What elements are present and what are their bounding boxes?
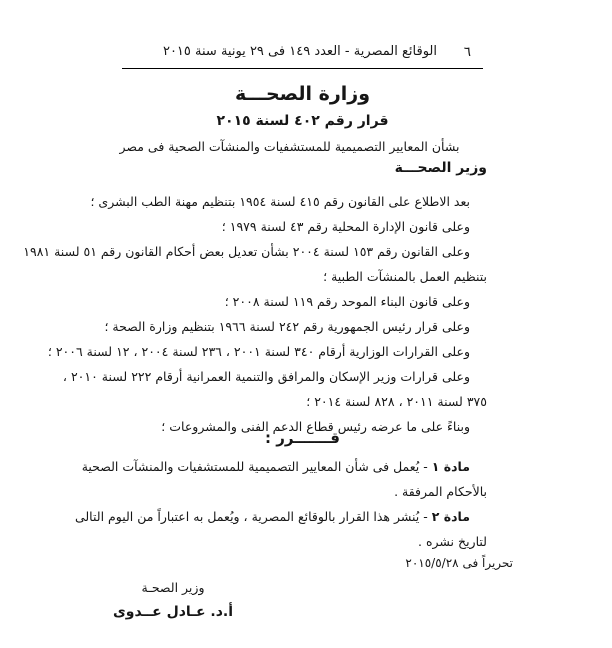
page-number: ٦ bbox=[463, 44, 471, 60]
signature-block bbox=[108, 580, 238, 620]
date-year: ٢٠١٥ bbox=[405, 556, 432, 570]
article-1-line-2: بالأحكام المرفقة . bbox=[394, 484, 487, 499]
preamble-line: وعلى قرارات وزير الإسكان والمرافق والتنمية العمرانية أرقام ٢٢٢ لسنة ٢٠١٠ ، bbox=[62, 369, 470, 384]
preamble-line: بتنظيم العمل بالمنشآت الطبية ؛ bbox=[323, 269, 487, 284]
preamble-line: وعلى القانون رقم ١٥٣ لسنة ٢٠٠٤ بشأن تعديل بعض أحكام القانون رقم ٥١ لسنة ١٩٨١ bbox=[23, 244, 470, 259]
article-2-line-2: لتاريخ نشره . bbox=[418, 534, 487, 549]
date-label: تحريراً فى bbox=[462, 556, 513, 570]
article-1-label: مادة ١ bbox=[431, 459, 470, 474]
decision-heading: قـــــــرر : bbox=[265, 429, 340, 447]
signature-name: أ.د. عـادل عــدوى bbox=[112, 604, 234, 620]
minister-heading: وزير الصحـــة bbox=[394, 160, 487, 176]
article-1-text: - يُعمل فى شأن المعايير التصميمية للمستشفيات والمنشآت الصحية bbox=[81, 459, 428, 474]
preamble-line: وبناءً على ما عرضه رئيس قطاع الدعم الفنى والمشروعات ؛ bbox=[161, 419, 470, 434]
article-2-label: مادة ٢ bbox=[431, 509, 470, 524]
preamble-line: وعلى قانون البناء الموحد رقم ١١٩ لسنة ٢٠٠٨ ؛ bbox=[224, 294, 470, 309]
preamble-line: وعلى قانون الإدارة المحلية رقم ٤٣ لسنة ١٩٧٩ ؛ bbox=[221, 219, 470, 234]
preamble-line: وعلى القرارات الوزارية أرقام ٣٤٠ لسنة ٢٠٠١ ، ٢٣٦ لسنة ٢٠٠٤ ، ١٢ لسنة ٢٠٠٦ ؛ bbox=[47, 344, 470, 359]
ministry-title: وزارة الصحـــة bbox=[234, 83, 371, 105]
decree-number: قرار رقم ٤٠٢ لسنة ٢٠١٥ bbox=[216, 113, 389, 129]
date-value: ٢٠١٥/٥/٢٨ bbox=[405, 556, 459, 570]
preamble-line: وعلى قرار رئيس الجمهورية رقم ٢٤٢ لسنة ١٩٦٦ بتنظيم وزارة الصحة ؛ bbox=[104, 319, 470, 334]
preamble-line: ٣٧٥ لسنة ٢٠١١ ، ٨٢٨ لسنة ٢٠١٤ ؛ bbox=[306, 394, 487, 409]
articles bbox=[74, 454, 487, 554]
header-rule bbox=[122, 68, 483, 69]
article-2-text: - يُنشر هذا القرار بالوقائع المصرية ، ويُعمل به اعتباراً من اليوم التالى bbox=[74, 509, 428, 524]
article-2-line-1 bbox=[74, 504, 487, 529]
date-month: ٥ bbox=[435, 556, 442, 570]
signature-title: وزير الصحـة bbox=[141, 580, 205, 595]
gazette-header-title: الوقائع المصرية - العدد ١٤٩ فى ٢٩ يونية سنة ٢٠١٥ bbox=[162, 44, 437, 59]
decree-subject: بشأن المعايير التصميمية للمستشفيات والمنشآت الصحية فى مصر bbox=[119, 139, 460, 154]
preamble-line: بعد الاطلاع على القانون رقم ٤١٥ لسنة ١٩٥٤ بتنظيم مهنة الطب البشرى ؛ bbox=[90, 194, 470, 209]
article-1-line-1 bbox=[81, 454, 487, 479]
date-day: ٢٨ bbox=[445, 556, 459, 570]
date-line bbox=[405, 556, 513, 570]
preamble bbox=[23, 189, 487, 439]
